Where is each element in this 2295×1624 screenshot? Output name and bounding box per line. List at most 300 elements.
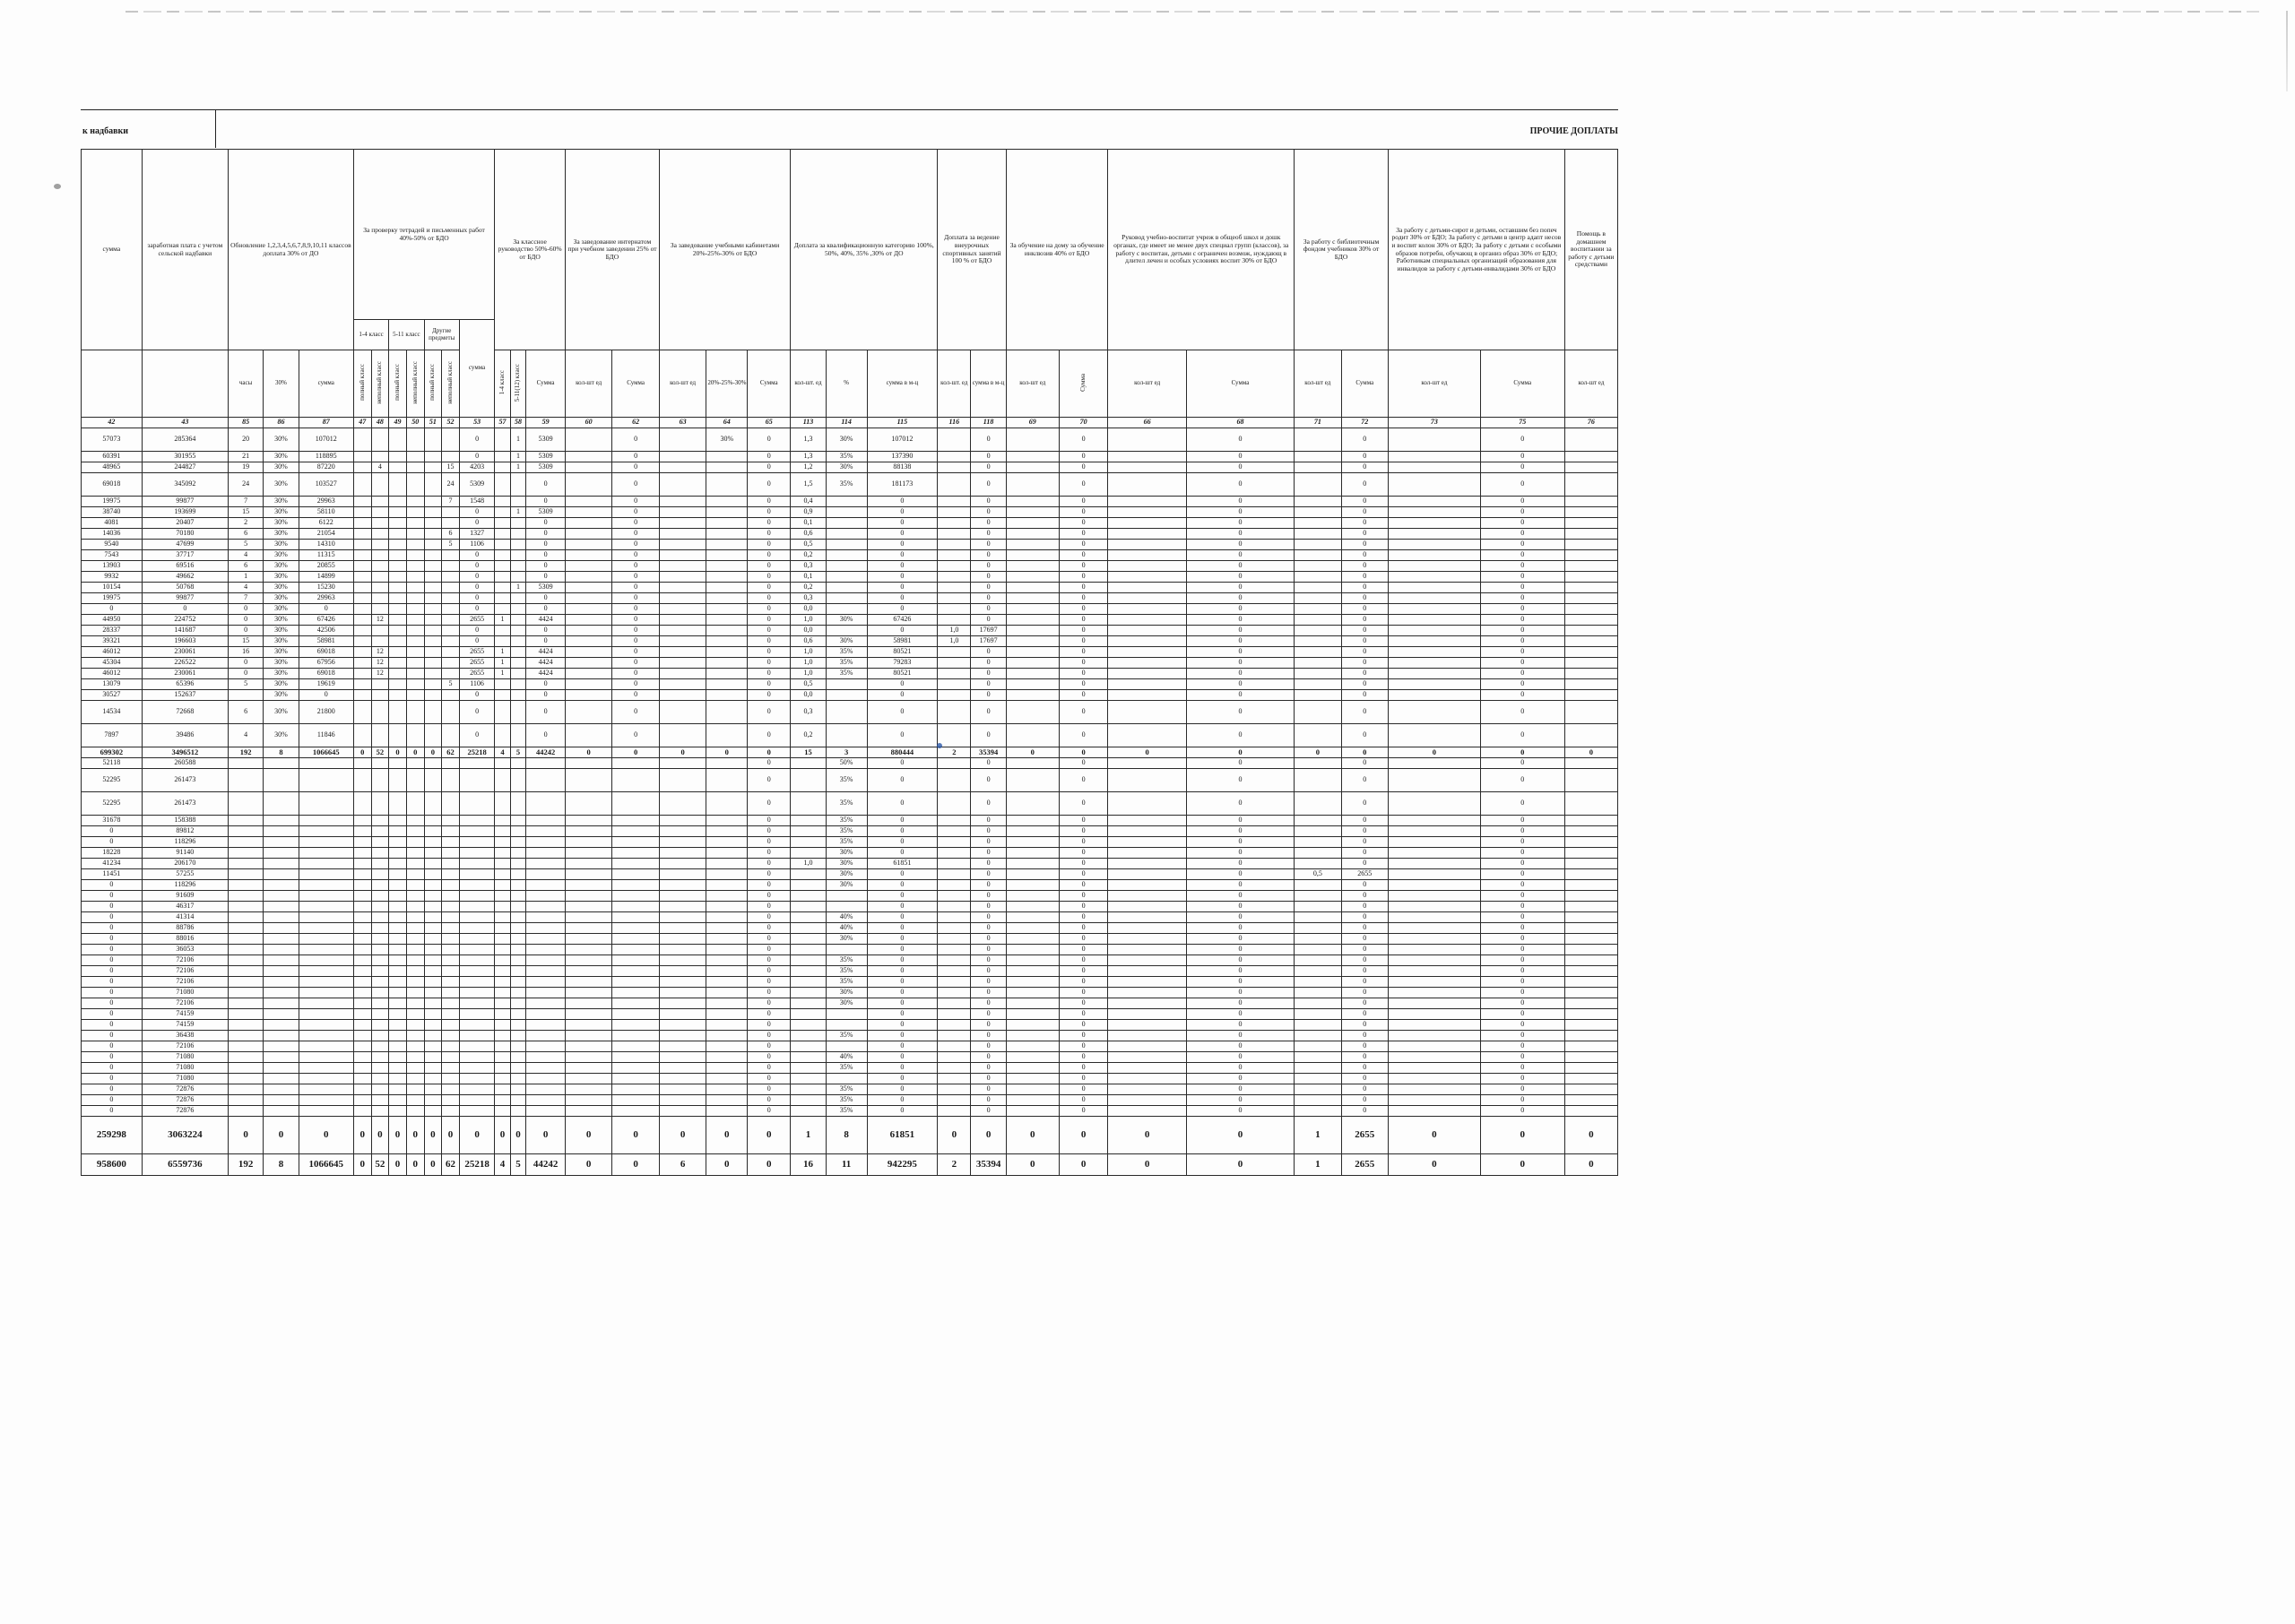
table-row — [82, 615, 1618, 626]
table-cell: 0 — [389, 1117, 407, 1154]
table-cell — [706, 572, 748, 583]
table-cell — [264, 955, 299, 966]
table-cell: 0 — [1059, 507, 1108, 518]
table-cell: 20855 — [299, 561, 353, 572]
table-cell — [389, 1041, 407, 1052]
table-cell — [442, 452, 460, 462]
table-cell: 0 — [1341, 1074, 1388, 1084]
table-cell: 0 — [1341, 658, 1388, 669]
table-cell — [264, 1084, 299, 1095]
table-cell — [1108, 977, 1186, 988]
hdr-kvalif: Доплата за квалификационную категорию 100%, 50%, 40%, 35% ,30% от ДО — [791, 150, 938, 350]
table-cell: 0 — [748, 473, 791, 497]
table-cell — [424, 891, 442, 902]
table-cell — [1108, 679, 1186, 690]
hdr-kv-summa: сумма в м-ц — [867, 350, 938, 418]
hdr-kr-summa: Сумма — [526, 350, 566, 418]
table-cell — [526, 1031, 566, 1041]
table-cell — [791, 923, 826, 934]
table-cell — [1108, 507, 1186, 518]
table-cell: 113 — [791, 418, 826, 428]
table-row — [82, 626, 1618, 636]
table-cell — [826, 902, 867, 912]
table-row — [82, 1009, 1618, 1020]
table-cell — [406, 912, 424, 923]
table-cell — [389, 769, 407, 792]
table-row — [82, 998, 1618, 1009]
table-cell — [659, 518, 706, 529]
table-cell — [371, 1063, 389, 1074]
table-row — [82, 792, 1618, 816]
table-cell: 0 — [971, 507, 1006, 518]
table-cell: 0 — [1480, 1117, 1564, 1154]
hdr-other-part: неполный класс — [442, 350, 460, 418]
table-cell — [442, 998, 460, 1009]
table-cell — [510, 792, 525, 816]
table-cell — [353, 572, 371, 583]
table-cell: 0 — [424, 1117, 442, 1154]
hdr-k511-part: неполный класс — [406, 350, 424, 418]
table-cell: 57073 — [82, 428, 143, 452]
table-cell — [442, 848, 460, 859]
table-cell — [706, 1084, 748, 1095]
table-cell: 0 — [1186, 507, 1294, 518]
table-cell — [659, 912, 706, 923]
table-cell — [424, 966, 442, 977]
table-cell — [526, 934, 566, 945]
table-cell — [1389, 452, 1481, 462]
table-cell: 1 — [510, 583, 525, 593]
table-cell: 0,3 — [791, 561, 826, 572]
table-header — [82, 150, 1618, 418]
table-cell — [706, 848, 748, 859]
table-cell: 74159 — [142, 1020, 228, 1031]
table-cell: 30% — [264, 615, 299, 626]
table-cell: 0 — [1341, 1095, 1388, 1106]
table-cell: 6559736 — [142, 1154, 228, 1176]
table-cell — [938, 647, 971, 658]
table-cell: 0 — [1059, 669, 1108, 679]
table-cell — [442, 724, 460, 747]
table-cell: 0 — [971, 1106, 1006, 1117]
table-cell: 42 — [82, 418, 143, 428]
table-cell — [565, 497, 611, 507]
table-cell — [299, 1052, 353, 1063]
table-cell — [389, 540, 407, 550]
table-cell — [659, 837, 706, 848]
table-cell — [1564, 837, 1617, 848]
table-cell: 0 — [526, 701, 566, 724]
table-cell — [510, 902, 525, 912]
table-cell: 0 — [228, 626, 263, 636]
table-cell: 0 — [867, 826, 938, 837]
table-cell — [1389, 658, 1481, 669]
table-cell: 0 — [748, 891, 791, 902]
table-cell: 0 — [1006, 1154, 1059, 1176]
scan-edge-top — [126, 11, 2259, 13]
table-cell: 0 — [1341, 912, 1388, 923]
table-cell — [1295, 1106, 1341, 1117]
table-cell — [526, 826, 566, 837]
table-cell: 76 — [1564, 418, 1617, 428]
table-cell: 0 — [1480, 724, 1564, 747]
table-cell — [659, 1052, 706, 1063]
table-cell — [791, 1041, 826, 1052]
table-cell — [1006, 724, 1059, 747]
table-cell — [424, 724, 442, 747]
table-cell: 0 — [748, 452, 791, 462]
table-cell — [495, 912, 510, 923]
table-cell: 0 — [1186, 869, 1294, 880]
table-cell: 244827 — [142, 462, 228, 473]
table-cell — [612, 891, 659, 902]
table-cell: 0 — [1186, 593, 1294, 604]
table-cell — [612, 758, 659, 769]
table-cell: 0 — [1341, 572, 1388, 583]
table-cell — [1295, 550, 1341, 561]
table-cell — [791, 837, 826, 848]
table-cell — [1006, 1084, 1059, 1095]
table-cell: 67426 — [867, 615, 938, 626]
table-cell — [459, 1074, 494, 1084]
table-cell — [1564, 859, 1617, 869]
table-cell — [353, 1041, 371, 1052]
table-cell: 30% — [826, 880, 867, 891]
table-cell: 0 — [1480, 826, 1564, 837]
table-cell: 0 — [1341, 615, 1388, 626]
table-cell — [442, 518, 460, 529]
table-cell — [612, 1031, 659, 1041]
table-row — [82, 988, 1618, 998]
table-cell: 0 — [1480, 462, 1564, 473]
table-cell: 0 — [1341, 1063, 1388, 1074]
table-cell: 0 — [1186, 701, 1294, 724]
table-cell — [389, 826, 407, 837]
table-cell: 0 — [867, 593, 938, 604]
table-cell: 0 — [1059, 988, 1108, 998]
table-cell — [1006, 428, 1059, 452]
table-cell: 0 — [82, 966, 143, 977]
table-cell: 30% — [826, 934, 867, 945]
table-cell: 4 — [228, 550, 263, 561]
table-cell: 69 — [1006, 418, 1059, 428]
table-cell — [389, 816, 407, 826]
table-cell: 0 — [1186, 1074, 1294, 1084]
table-cell: 2655 — [1341, 1154, 1388, 1176]
table-cell — [406, 826, 424, 837]
table-cell — [659, 923, 706, 934]
table-cell — [826, 701, 867, 724]
table-cell — [228, 988, 263, 998]
table-cell: 17697 — [971, 626, 1006, 636]
table-cell: 0 — [1186, 529, 1294, 540]
table-cell: 0 — [1186, 679, 1294, 690]
table-cell — [612, 998, 659, 1009]
table-cell: 0 — [1341, 583, 1388, 593]
table-cell — [495, 880, 510, 891]
table-cell — [706, 869, 748, 880]
table-cell — [826, 679, 867, 690]
table-cell: 1,2 — [791, 462, 826, 473]
table-cell: 880444 — [867, 747, 938, 758]
table-cell — [406, 880, 424, 891]
table-cell — [565, 518, 611, 529]
table-cell: 0,0 — [791, 690, 826, 701]
table-cell: 72876 — [142, 1095, 228, 1106]
table-cell — [264, 923, 299, 934]
table-cell — [565, 1095, 611, 1106]
table-cell — [1564, 1106, 1617, 1117]
table-cell: 0 — [867, 902, 938, 912]
table-cell — [510, 658, 525, 669]
table-row — [82, 816, 1618, 826]
table-cell: 35% — [826, 955, 867, 966]
table-cell: 52118 — [82, 758, 143, 769]
table-cell — [938, 1041, 971, 1052]
table-cell: 0 — [612, 636, 659, 647]
table-cell: 0 — [1059, 977, 1108, 988]
table-cell: 0 — [1480, 758, 1564, 769]
table-cell: 0 — [1059, 1063, 1108, 1074]
table-cell: 118296 — [142, 880, 228, 891]
table-cell: 0 — [1480, 550, 1564, 561]
table-cell — [1295, 848, 1341, 859]
table-cell — [791, 816, 826, 826]
table-cell — [353, 462, 371, 473]
table-cell: 0 — [1341, 955, 1388, 966]
table-cell — [706, 507, 748, 518]
table-cell — [1389, 604, 1481, 615]
table-cell: 20 — [228, 428, 263, 452]
table-row — [82, 902, 1618, 912]
table-cell — [1389, 1106, 1481, 1117]
table-cell — [510, 604, 525, 615]
table-cell: 0 — [612, 658, 659, 669]
table-cell — [612, 977, 659, 988]
table-cell: 196603 — [142, 636, 228, 647]
table-cell — [1564, 988, 1617, 998]
table-cell — [1389, 859, 1481, 869]
table-cell — [424, 826, 442, 837]
table-cell — [406, 540, 424, 550]
table-cell — [938, 966, 971, 977]
table-cell — [1108, 826, 1186, 837]
table-cell: 0 — [1480, 593, 1564, 604]
table-row — [82, 966, 1618, 977]
table-cell — [1295, 540, 1341, 550]
table-cell: 30% — [826, 988, 867, 998]
table-cell: 0 — [82, 891, 143, 902]
table-cell: 0 — [82, 934, 143, 945]
table-cell — [938, 658, 971, 669]
table-cell — [1006, 452, 1059, 462]
table-cell — [1006, 1041, 1059, 1052]
table-cell: 0 — [1186, 1020, 1294, 1031]
table-cell: 0 — [1295, 747, 1341, 758]
table-cell — [495, 462, 510, 473]
table-cell — [495, 507, 510, 518]
table-cell: 30% — [264, 669, 299, 679]
table-cell — [791, 1009, 826, 1020]
table-cell — [565, 647, 611, 658]
table-cell — [228, 977, 263, 988]
table-cell: 0 — [406, 1154, 424, 1176]
table-cell: 2655 — [459, 658, 494, 669]
table-cell — [1389, 977, 1481, 988]
table-cell — [510, 1041, 525, 1052]
table-cell — [659, 1031, 706, 1041]
table-cell: 5309 — [459, 473, 494, 497]
table-cell: 52 — [371, 747, 389, 758]
table-cell: 0,2 — [791, 583, 826, 593]
table-cell: 3496512 — [142, 747, 228, 758]
table-cell — [406, 724, 424, 747]
table-cell — [495, 1084, 510, 1095]
table-cell — [659, 945, 706, 955]
table-row — [82, 583, 1618, 593]
table-cell — [659, 540, 706, 550]
table-cell: 0 — [1059, 912, 1108, 923]
table-cell: 80521 — [867, 647, 938, 658]
table-cell: 12 — [371, 615, 389, 626]
table-cell — [459, 1106, 494, 1117]
table-cell — [938, 923, 971, 934]
table-cell — [1295, 452, 1341, 462]
table-cell — [371, 690, 389, 701]
payroll-table — [81, 149, 1618, 1176]
table-cell — [1564, 1041, 1617, 1052]
table-cell: 0 — [459, 636, 494, 647]
table-cell: 0 — [1564, 1117, 1617, 1154]
table-cell: 49662 — [142, 572, 228, 583]
table-cell — [826, 1041, 867, 1052]
hdr-klass-ruk: За классное руководство 50%-60% от БДО — [495, 150, 566, 350]
table-cell: 0 — [1186, 945, 1294, 955]
table-cell — [442, 1052, 460, 1063]
table-row — [82, 955, 1618, 966]
table-cell — [938, 826, 971, 837]
table-cell — [526, 880, 566, 891]
table-cell — [659, 604, 706, 615]
table-cell — [1295, 529, 1341, 540]
table-cell — [938, 816, 971, 826]
table-cell — [228, 880, 263, 891]
hdr-kr14: 1-4 класс — [495, 350, 510, 418]
table-cell — [612, 859, 659, 869]
table-cell — [424, 1009, 442, 1020]
table-cell: 0 — [1059, 561, 1108, 572]
table-cell — [228, 1084, 263, 1095]
table-cell: 5309 — [526, 428, 566, 452]
table-cell: 0 — [1059, 473, 1108, 497]
table-cell — [424, 679, 442, 690]
table-cell: 141687 — [142, 626, 228, 636]
table-cell — [1295, 473, 1341, 497]
table-cell — [565, 473, 611, 497]
table-cell: 0 — [1480, 1063, 1564, 1074]
table-cell: 0 — [971, 758, 1006, 769]
table-cell: 2655 — [459, 669, 494, 679]
table-cell — [1006, 1031, 1059, 1041]
table-cell — [406, 1106, 424, 1117]
hdr-summa: сумма — [82, 150, 143, 350]
table-cell: 86 — [264, 418, 299, 428]
hdr-doma-summa: Сумма — [1059, 350, 1108, 418]
table-cell — [659, 669, 706, 679]
table-cell — [353, 1063, 371, 1074]
table-cell — [406, 837, 424, 848]
table-cell — [510, 636, 525, 647]
table-cell — [938, 1020, 971, 1031]
table-cell — [353, 669, 371, 679]
table-cell: 0 — [1341, 848, 1388, 859]
table-cell — [495, 540, 510, 550]
table-cell — [526, 902, 566, 912]
table-cell: 0 — [706, 1117, 748, 1154]
table-cell: 0 — [748, 1052, 791, 1063]
table-cell: 30% — [264, 724, 299, 747]
table-cell — [353, 604, 371, 615]
table-cell: 0 — [299, 604, 353, 615]
table-cell: 0 — [1480, 747, 1564, 758]
table-cell — [1006, 826, 1059, 837]
table-cell — [264, 966, 299, 977]
table-cell — [442, 701, 460, 724]
table-cell — [406, 1074, 424, 1084]
table-cell — [299, 769, 353, 792]
hdr-k14: 1-4 класс — [353, 320, 388, 350]
hdr-chasy: часы — [228, 350, 263, 418]
table-cell: 0 — [459, 724, 494, 747]
table-cell — [264, 891, 299, 902]
table-cell: 71 — [1295, 418, 1341, 428]
table-cell: 36438 — [142, 1031, 228, 1041]
table-cell — [1564, 428, 1617, 452]
table-cell — [565, 679, 611, 690]
table-cell — [791, 902, 826, 912]
table-cell: 91609 — [142, 891, 228, 902]
table-cell: 0 — [1059, 1117, 1108, 1154]
table-cell — [612, 869, 659, 880]
table-cell — [424, 1020, 442, 1031]
table-cell — [353, 902, 371, 912]
table-cell — [371, 848, 389, 859]
table-cell — [495, 758, 510, 769]
table-cell: 0 — [1480, 816, 1564, 826]
table-cell: 0 — [867, 507, 938, 518]
table-cell: 0 — [1480, 934, 1564, 945]
table-cell: 0 — [748, 572, 791, 583]
table-cell — [510, 988, 525, 998]
table-cell: 0 — [1059, 1084, 1108, 1095]
table-cell — [406, 604, 424, 615]
table-cell — [565, 1052, 611, 1063]
table-cell: 40% — [826, 923, 867, 934]
table-cell — [612, 988, 659, 998]
table-cell — [228, 1095, 263, 1106]
table-cell: 24 — [442, 473, 460, 497]
table-cell — [565, 945, 611, 955]
table-cell — [299, 955, 353, 966]
table-cell — [424, 669, 442, 679]
table-cell: 37717 — [142, 550, 228, 561]
table-cell: 0 — [1480, 966, 1564, 977]
table-cell: 114 — [826, 418, 867, 428]
table-cell — [659, 859, 706, 869]
table-cell — [510, 701, 525, 724]
table-cell — [389, 998, 407, 1009]
table-cell — [1108, 540, 1186, 550]
